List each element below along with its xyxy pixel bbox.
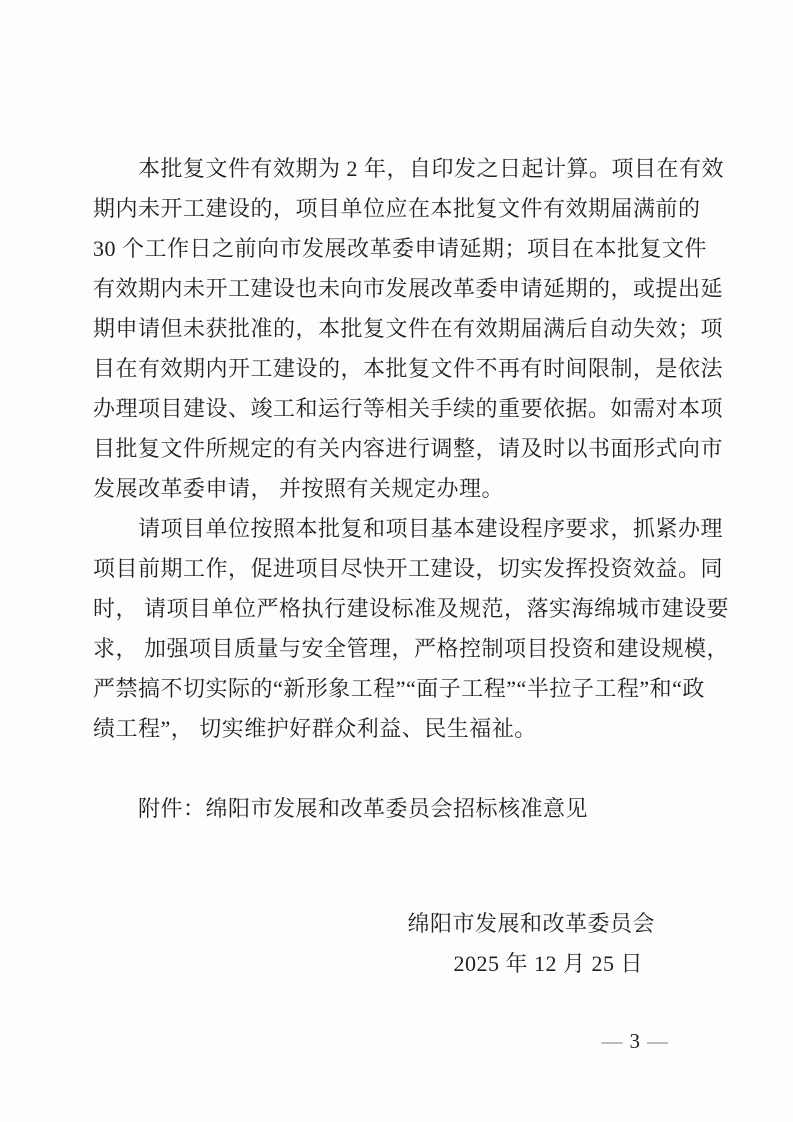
closing-section	[93, 904, 703, 984]
page-number-value: 3	[629, 1029, 640, 1053]
paragraph-line: 项目前期工作，促进项目尽快开工建设，切实发挥投资效益。同	[93, 556, 724, 581]
paragraph-line: 绩工程”， 切实维护好群众利益、民生福祉。	[93, 716, 537, 741]
paragraph-line: 求， 加强项目质量与安全管理，严格控制项目投资和建设规模，	[93, 636, 730, 661]
paragraph-line: 目批复文件所规定的有关内容进行调整，请及时以书面形式向市	[93, 436, 724, 461]
attachment-note: 附件：绵阳市发展和改革委员会招标核准意见	[138, 796, 589, 821]
paragraph-line: 严禁搞不切实际的“新形象工程”“面子工程”“半拉子工程”和“政	[93, 676, 705, 701]
issuer-name: 绵阳市发展和改革委员会	[407, 911, 655, 936]
paragraph-line: 期内未开工建设的，项目单位应在本批复文件有效期届满前的	[93, 196, 701, 221]
page-number	[93, 1028, 703, 1054]
paragraph-line: 请项目单位按照本批复和项目基本建设程序要求，抓紧办理	[138, 516, 724, 541]
paragraph-line: 时， 请项目单位严格执行建设标准及规范，落实海绵城市建设要	[93, 596, 730, 621]
paragraph-line: 期申请但未获批准的，本批复文件在有效期届满后自动失效；项	[93, 316, 724, 341]
paragraph-line: 有效期内未开工建设也未向市发展改革委申请延期的，或提出延	[93, 276, 724, 301]
page-number-dash-right: —	[647, 1029, 668, 1053]
paragraph-line: 办理项目建设、竣工和运行等相关手续的重要依据。如需对本项	[93, 396, 724, 421]
document-body	[93, 149, 730, 749]
paragraph-line: 发展改革委申请， 并按照有关规定办理。	[93, 476, 505, 501]
issue-date: 2025 年 12 月 25 日	[453, 951, 643, 976]
paragraph-line: 本批复文件有效期为 2 年，自印发之日起计算。项目在有效	[138, 156, 725, 181]
page-number-dash-left: —	[601, 1029, 623, 1053]
attachment-section	[93, 789, 703, 829]
paragraph-line: 30 个工作日之前向市发展改革委申请延期；项目在本批复文件	[93, 236, 708, 261]
paragraph-line: 目在有效期内开工建设的，本批复文件不再有时间限制，是依法	[93, 356, 724, 381]
